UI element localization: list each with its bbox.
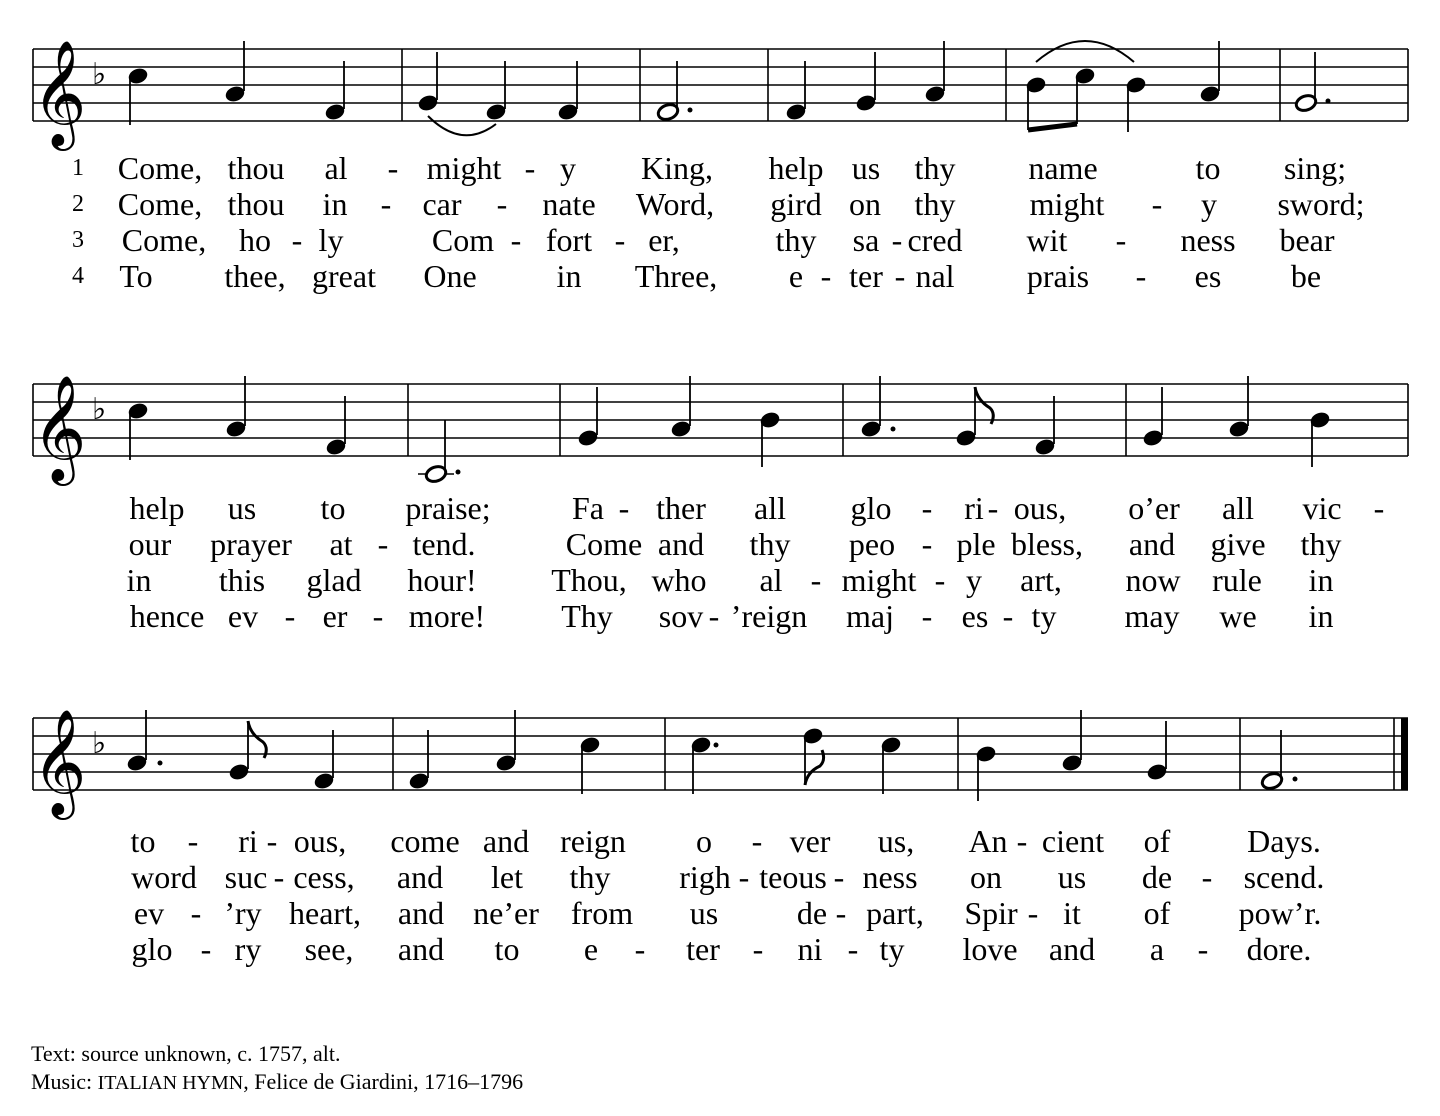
lyric-hyphen: - <box>387 150 399 186</box>
note-head <box>670 419 693 439</box>
lyric-syllable: Three, <box>634 258 718 294</box>
lyric-syllable: praise; <box>405 490 491 526</box>
lyric-syllable: ho <box>239 222 271 258</box>
dot <box>688 108 693 113</box>
lyric-syllable: in <box>1308 562 1334 598</box>
staff-system-2 <box>0 340 1440 490</box>
lyric-syllable: al <box>324 150 348 186</box>
lyric-hyphen: - <box>510 222 522 258</box>
lyric-syllable: to <box>320 490 346 526</box>
lyric-syllable: give <box>1210 526 1266 562</box>
lyric-syllable: thy <box>914 150 956 186</box>
verse-line <box>0 895 1440 931</box>
lyric-syllable: Word, <box>635 186 715 222</box>
lyric-syllable: a <box>1149 931 1165 967</box>
lyric-syllable: car <box>422 186 462 222</box>
lyric-syllable: e <box>788 258 804 294</box>
lyric-syllable: and <box>397 895 445 931</box>
flag <box>975 387 993 424</box>
lyric-syllable: thy <box>749 526 791 562</box>
lyric-syllable: hence <box>129 598 205 634</box>
flat-key-signature-icon: ♭ <box>92 392 107 427</box>
note-head <box>1061 753 1084 773</box>
lyric-syllable: at <box>329 526 353 562</box>
verse-line <box>0 258 1440 294</box>
lyric-syllable: e <box>583 931 599 967</box>
lyric-hyphen: - <box>614 222 626 258</box>
note-head <box>785 102 808 122</box>
lyric-syllable: ple <box>956 526 996 562</box>
music-credit-composer: , Felice de Giardini, 1716–1796 <box>243 1069 524 1094</box>
staff-system-1 <box>0 0 1440 150</box>
lyric-syllable: ver <box>789 823 831 859</box>
lyric-syllable: y <box>966 562 982 598</box>
verse-line <box>0 562 1440 598</box>
lyric-syllable: in <box>556 258 582 294</box>
lyric-hyphen: - <box>921 490 933 526</box>
lyric-syllable: thy <box>1300 526 1342 562</box>
lyric-hyphen: - <box>934 562 946 598</box>
lyric-syllable: ous, <box>1013 490 1067 526</box>
slur <box>1036 41 1134 62</box>
note-head <box>577 428 600 448</box>
lyric-hyphen: - <box>894 258 906 294</box>
lyric-syllable: Thy <box>561 598 613 634</box>
lyric-syllable: might <box>841 562 917 598</box>
lyric-syllable: and <box>396 859 444 895</box>
lyric-syllable: ni <box>797 931 823 967</box>
flat-key-signature-icon: ♭ <box>92 57 107 92</box>
dot <box>158 761 163 766</box>
lyric-syllable: great <box>312 258 376 294</box>
lyric-syllable: ther <box>656 490 706 526</box>
lyric-syllable: cred <box>907 222 963 258</box>
note-head <box>1034 437 1057 457</box>
lyric-syllable: might <box>1029 186 1105 222</box>
lyric-syllable: hour! <box>407 562 477 598</box>
lyric-syllable: art, <box>1020 562 1062 598</box>
lyric-syllable: thy <box>775 222 817 258</box>
lyric-syllable: dore. <box>1246 931 1312 967</box>
verse-line <box>0 823 1440 859</box>
lyric-hyphen: - <box>266 823 278 859</box>
lyric-hyphen: - <box>273 859 285 895</box>
note-head <box>924 84 947 104</box>
lyric-syllable: on <box>849 186 881 222</box>
lyric-syllable: righ <box>679 859 731 895</box>
lyric-syllable: and <box>1128 526 1176 562</box>
lyric-syllable: name <box>1028 150 1098 186</box>
lyric-syllable: prais <box>1026 258 1090 294</box>
lyric-syllable: es <box>1194 258 1222 294</box>
lyric-syllable: now <box>1125 562 1181 598</box>
lyric-syllable: Fa <box>572 490 604 526</box>
lyric-syllable: ter <box>686 931 720 967</box>
note-head <box>417 93 440 113</box>
lyric-syllable: be <box>1290 258 1322 294</box>
lyric-syllable: de <box>1141 859 1173 895</box>
verse-line <box>0 222 1440 258</box>
lyric-syllable: Thou, <box>551 562 627 598</box>
lyric-syllable: To <box>119 258 153 294</box>
lyric-syllable: Come, <box>121 222 207 258</box>
note-head <box>1142 428 1165 448</box>
note-head <box>1199 84 1222 104</box>
lyric-syllable: part, <box>866 895 924 931</box>
staff-system-3 <box>0 680 1440 830</box>
lyric-syllable: all <box>1222 490 1254 526</box>
lyric-syllable: cess, <box>293 859 355 895</box>
lyric-syllable: sa <box>852 222 880 258</box>
lyric-syllable: on <box>970 859 1002 895</box>
lyric-syllable: ’reign <box>730 598 808 634</box>
lyric-syllable: sing; <box>1283 150 1347 186</box>
lyric-syllable: Days. <box>1247 823 1321 859</box>
lyric-syllable: ry <box>234 931 262 967</box>
dot <box>891 427 896 432</box>
lyric-syllable: it <box>1063 895 1081 931</box>
note-head <box>855 93 878 113</box>
lyric-hyphen: - <box>291 222 303 258</box>
lyric-hyphen: - <box>921 526 933 562</box>
lyric-syllable: our <box>128 526 172 562</box>
verse-line <box>0 490 1440 526</box>
lyric-syllable: tend. <box>412 526 476 562</box>
lyric-syllable: and <box>1048 931 1096 967</box>
lyric-syllable: ly <box>318 222 344 258</box>
lyric-syllable: love <box>962 931 1018 967</box>
note-head <box>325 437 348 457</box>
lyric-hyphen: - <box>380 186 392 222</box>
lyric-hyphen: - <box>284 598 296 634</box>
lyric-syllable: Com <box>431 222 495 258</box>
lyric-syllable: peo <box>848 526 896 562</box>
lyric-syllable: in <box>322 186 348 222</box>
lyric-hyphen: - <box>200 931 212 967</box>
lyric-hyphen: - <box>1373 490 1385 526</box>
lyric-syllable: thy <box>914 186 956 222</box>
lyric-syllable: thy <box>569 859 611 895</box>
note-head <box>860 419 883 439</box>
lyric-syllable: An <box>968 823 1008 859</box>
lyric-syllable: thou <box>227 150 285 186</box>
lyric-hyphen: - <box>847 931 859 967</box>
verse-line <box>0 931 1440 967</box>
lyric-hyphen: - <box>987 490 999 526</box>
lyric-syllable: us <box>689 895 719 931</box>
lyric-syllable: Come, <box>117 186 203 222</box>
treble-clef-icon: 𝄞 <box>32 708 87 815</box>
lyric-syllable: us <box>227 490 257 526</box>
verse-number: 2 <box>72 191 84 217</box>
lyric-syllable: vic <box>1302 490 1342 526</box>
lyric-syllable: to <box>494 931 520 967</box>
note-head <box>557 102 580 122</box>
lyric-syllable: Come <box>565 526 643 562</box>
lyric-syllable: ri <box>238 823 258 859</box>
lyric-syllable: we <box>1219 598 1257 634</box>
lyric-syllable: prayer <box>210 526 292 562</box>
dot <box>1293 777 1298 782</box>
lyric-syllable: fort <box>545 222 593 258</box>
lyric-hyphen: - <box>835 895 847 931</box>
note-head <box>126 753 149 773</box>
lyric-syllable: sov <box>658 598 704 634</box>
lyric-syllable: ness <box>862 859 918 895</box>
lyric-syllable: all <box>754 490 786 526</box>
lyric-syllable: ty <box>879 931 905 967</box>
treble-clef-icon: 𝄞 <box>32 374 87 481</box>
lyric-syllable: help <box>768 150 824 186</box>
lyric-hyphen: - <box>1027 895 1039 931</box>
lyric-syllable: sword; <box>1277 186 1365 222</box>
dot <box>456 470 461 475</box>
lyric-syllable: ty <box>1031 598 1057 634</box>
staff-lines <box>33 49 1408 121</box>
beam <box>1028 124 1077 130</box>
lyric-syllable: y <box>560 150 576 186</box>
lyric-syllable: gird <box>770 186 822 222</box>
note-head <box>1146 762 1169 782</box>
verse-number: 1 <box>72 155 84 181</box>
lyric-syllable: Spir <box>964 895 1018 931</box>
lyric-syllable: er <box>322 598 348 634</box>
lyric-syllable: thee, <box>224 258 286 294</box>
lyric-syllable: us <box>1057 859 1087 895</box>
lyric-hyphen: - <box>187 823 199 859</box>
lyric-syllable: help <box>129 490 185 526</box>
lyric-syllable: rule <box>1212 562 1262 598</box>
note-head <box>225 419 248 439</box>
lyric-hyphen: - <box>1201 859 1213 895</box>
note-head <box>224 84 247 104</box>
dot <box>1326 99 1331 104</box>
lyric-syllable: glo <box>850 490 892 526</box>
lyric-hyphen: - <box>752 931 764 967</box>
verse-line <box>0 186 1440 222</box>
lyric-syllable: al <box>759 562 783 598</box>
flag <box>805 750 824 785</box>
lyric-hyphen: - <box>1016 823 1028 859</box>
note-head <box>1228 419 1251 439</box>
lyric-syllable: nal <box>915 258 955 294</box>
lyric-syllable: wit <box>1026 222 1068 258</box>
lyric-syllable: glad <box>306 562 362 598</box>
lyric-syllable: to <box>1195 150 1221 186</box>
flat-key-signature-icon: ♭ <box>92 726 107 761</box>
lyric-syllable: of <box>1143 895 1171 931</box>
lyric-syllable: us, <box>877 823 915 859</box>
lyric-syllable: suc <box>224 859 268 895</box>
lyric-syllable: ’ry <box>224 895 262 931</box>
lyric-syllable: more! <box>408 598 486 634</box>
lyric-syllable: ne’er <box>473 895 539 931</box>
lyric-syllable: come <box>390 823 460 859</box>
lyric-syllable: o’er <box>1128 490 1180 526</box>
note-head <box>495 753 518 773</box>
lyric-syllable: this <box>218 562 266 598</box>
lyric-syllable: pow’r. <box>1238 895 1322 931</box>
tune-name: ITALIAN HYMN <box>97 1072 244 1094</box>
lyric-hyphen: - <box>524 150 536 186</box>
music-credit-prefix: Music: <box>31 1069 98 1094</box>
lyric-syllable: de <box>796 895 828 931</box>
music-credit <box>31 1068 523 1097</box>
note-head <box>324 102 347 122</box>
lyric-hyphen: - <box>708 598 720 634</box>
lyric-syllable: ri <box>964 490 984 526</box>
lyric-hyphen: - <box>820 258 832 294</box>
lyric-hyphen: - <box>833 859 845 895</box>
staff-lines <box>33 718 1408 790</box>
lyric-syllable: One <box>423 258 477 294</box>
lyric-syllable: of <box>1143 823 1171 859</box>
lyric-syllable: glo <box>131 931 173 967</box>
lyric-syllable: y <box>1201 186 1217 222</box>
lyric-syllable: bear <box>1279 222 1335 258</box>
lyric-syllable: scend. <box>1243 859 1325 895</box>
lyric-syllable: and <box>482 823 530 859</box>
final-thick-barline <box>1401 718 1408 790</box>
note-head <box>313 771 336 791</box>
lyric-syllable: see, <box>304 931 354 967</box>
flag <box>248 721 266 758</box>
lyric-hyphen: - <box>751 823 763 859</box>
lyric-syllable: bless, <box>1011 526 1083 562</box>
lyric-syllable: word <box>131 859 197 895</box>
note-head <box>955 428 978 448</box>
lyric-hyphen: - <box>810 562 822 598</box>
lyric-hyphen: - <box>1135 258 1147 294</box>
lyric-hyphen: - <box>190 895 202 931</box>
lyric-hyphen: - <box>1115 222 1127 258</box>
lyric-syllable: ness <box>1180 222 1236 258</box>
text-credit: Text: source unknown, c. 1757, alt. <box>31 1041 341 1066</box>
lyric-syllable: King, <box>641 150 713 186</box>
verse-line <box>0 598 1440 634</box>
lyric-hyphen: - <box>1002 598 1014 634</box>
lyric-hyphen: - <box>891 222 903 258</box>
verse-number: 4 <box>72 263 84 289</box>
lyric-syllable: from <box>570 895 634 931</box>
verse-line <box>0 859 1440 895</box>
lyric-hyphen: - <box>921 598 933 634</box>
lyric-syllable: us <box>851 150 881 186</box>
lyric-hyphen: - <box>1151 186 1163 222</box>
lyric-syllable: may <box>1124 598 1180 634</box>
credits <box>31 1040 523 1097</box>
staff-lines <box>33 384 1408 456</box>
lyric-hyphen: - <box>738 859 750 895</box>
lyric-syllable: in <box>1308 598 1334 634</box>
verse-line <box>0 526 1440 562</box>
lyric-hyphen: - <box>496 186 508 222</box>
treble-clef-icon: 𝄞 <box>32 39 87 146</box>
lyric-syllable: er, <box>648 222 680 258</box>
lyric-syllable: heart, <box>289 895 361 931</box>
lyric-syllable: teous <box>759 859 827 895</box>
lyric-syllable: ous, <box>293 823 347 859</box>
lyric-syllable: and <box>397 931 445 967</box>
slur <box>428 116 496 135</box>
verse-line <box>0 150 1440 186</box>
lyric-syllable: Come, <box>117 150 203 186</box>
dot <box>714 743 719 748</box>
note-head <box>408 771 431 791</box>
lyric-syllable: reign <box>560 823 626 859</box>
lyric-hyphen: - <box>618 490 630 526</box>
lyric-syllable: es <box>961 598 989 634</box>
lyric-syllable: might <box>426 150 502 186</box>
lyric-hyphen: - <box>372 598 384 634</box>
lyric-hyphen: - <box>1197 931 1209 967</box>
lyric-syllable: cient <box>1041 823 1105 859</box>
lyric-hyphen: - <box>377 526 389 562</box>
lyric-syllable: ev <box>227 598 259 634</box>
lyric-syllable: o <box>696 823 712 859</box>
lyric-syllable: ev <box>133 895 165 931</box>
lyric-hyphen: - <box>634 931 646 967</box>
lyric-syllable: who <box>651 562 707 598</box>
lyric-syllable: and <box>657 526 705 562</box>
lyric-syllable: maj <box>846 598 894 634</box>
lyric-syllable: in <box>126 562 152 598</box>
lyric-syllable: ter <box>849 258 883 294</box>
lyric-syllable: thou <box>227 186 285 222</box>
lyric-syllable: to <box>130 823 156 859</box>
verse-number: 3 <box>72 227 84 253</box>
lyric-syllable: let <box>491 859 523 895</box>
note-head <box>228 762 251 782</box>
note-head <box>485 102 508 122</box>
lyric-syllable: nate <box>542 186 596 222</box>
